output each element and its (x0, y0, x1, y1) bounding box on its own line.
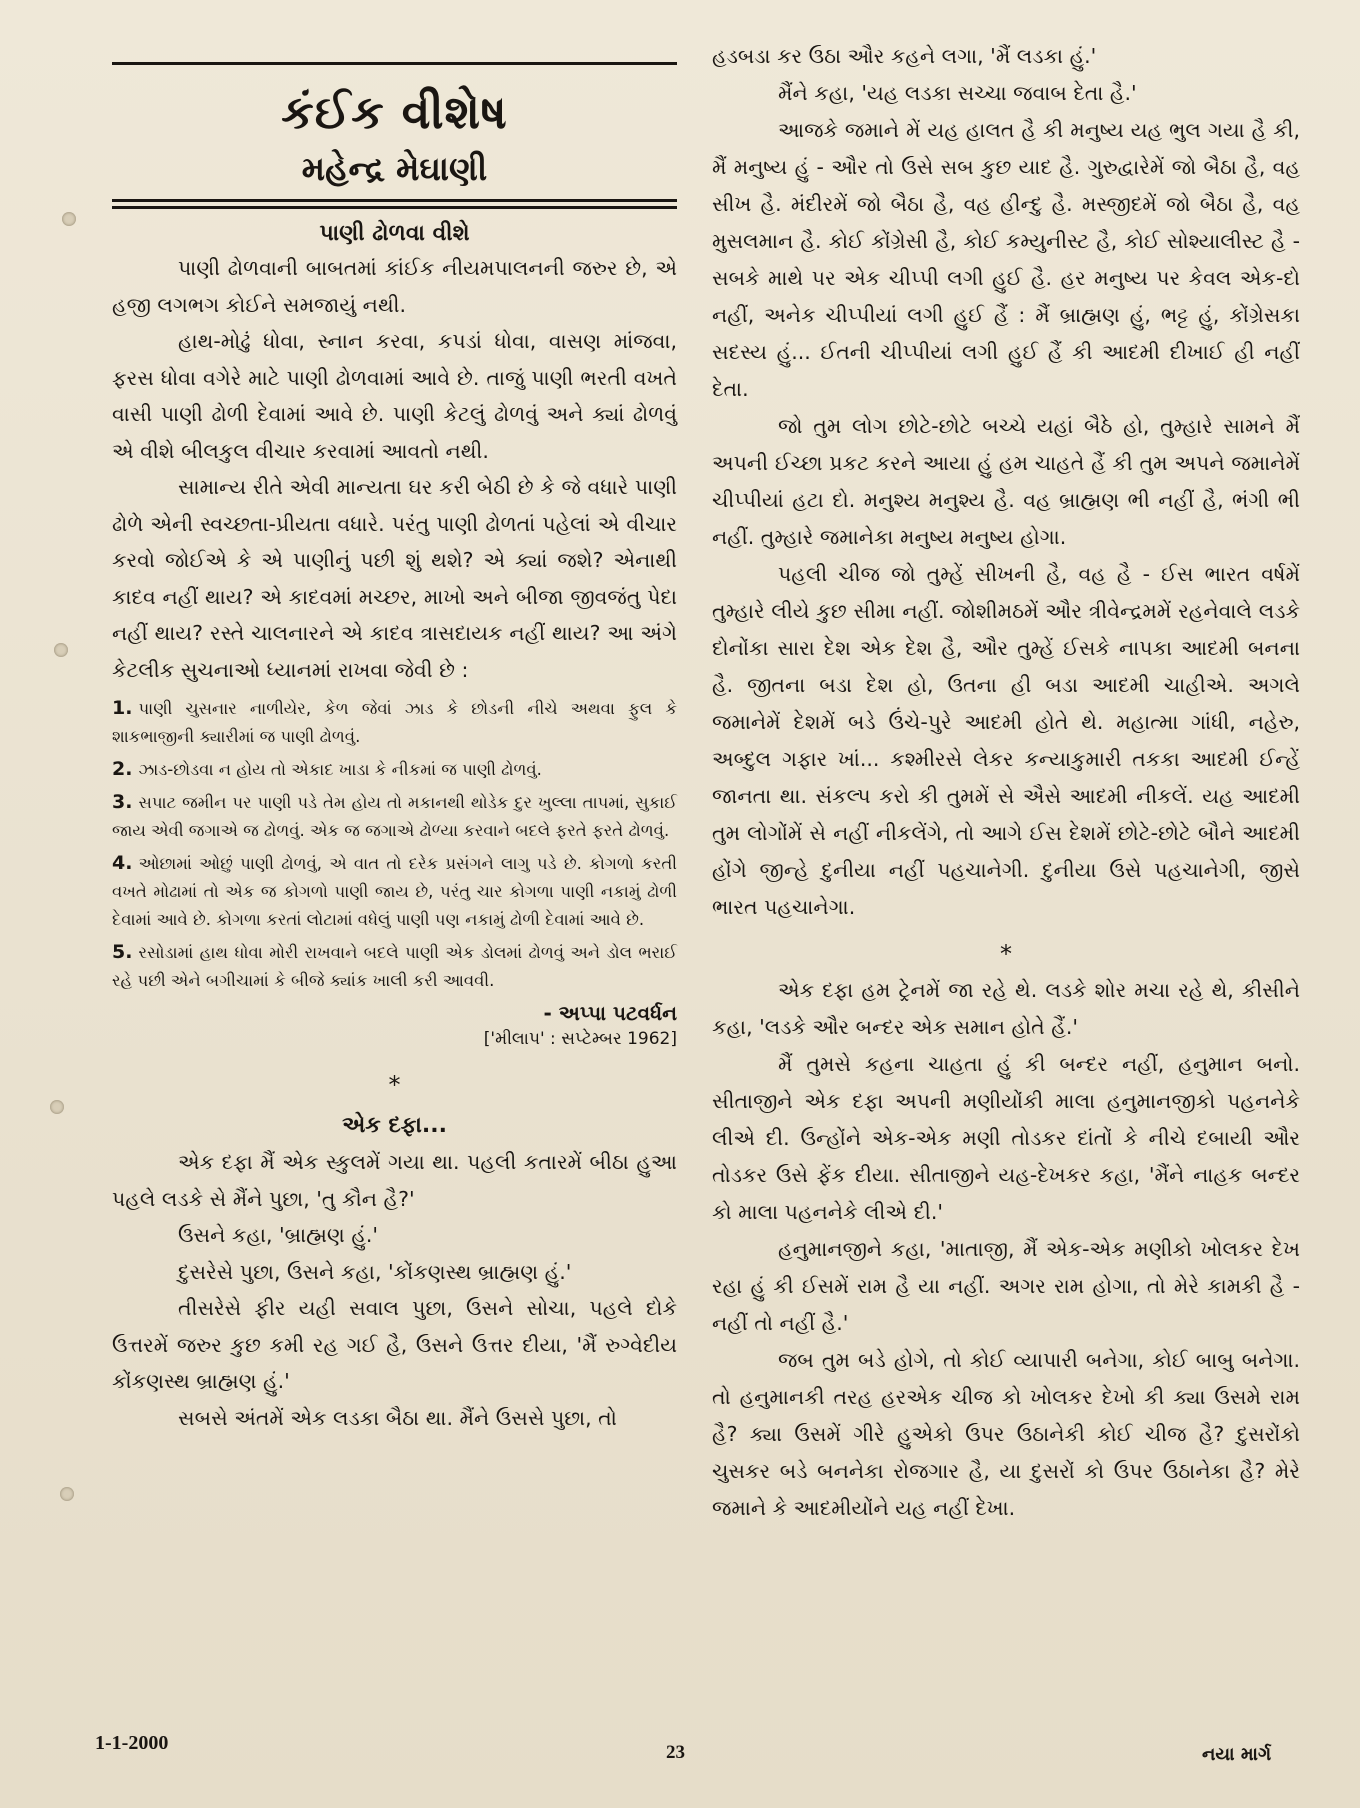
top-rule (112, 62, 677, 65)
story-paragraph: પહલી ચીજ જો તુમ્હેં સીખની હૈ, વહ હૈ - ઈસ ભારત વર્ષમેં તુમ્હારે લીયે કુછ સીમા નહીં. જોશીમઠમેં ઔર ત્રીવેન્દ્રમમેં રહનેવાલે લડકે દોનોંકા સારા દેશ એક દેશ હૈ, ઔર તુમ્હેં ઈસકે નાપકા આદમી બનના હૈ. જીતના બડા દેશ હો, ઉતના હી બડા આદમી ચાહીએ. અગલે જમાનેમેં દેશમેં બડે ઉંચે-પુરે આદમી હોતે થે. મહાત્મા ગાંધી, નહેરુ, અબ્દુલ ગફાર ખાં... કશ્મીરસે લેકર કન્યાકુમારી તકકા આદમી ઈન્હેં જાનતા થા. સંકલ્પ કરો કી તુમમેં સે ઐસે આદમી નીકલેં. યહ આદમી તુમ લોગોંમેં સે નહીં નીકલેંગે, તો આગે ઈસ દેશમેં છોટે-છોટે બૌને આદમી હોંગે જીન્હે દુનીયા નહીં પહચાનેગી. દુનીયા ઉસે પહચાનેગી, જીસે ભારત પહચાનેગા. (712, 562, 1300, 919)
list-number: 2. (112, 758, 133, 780)
list-item (112, 755, 677, 784)
divider-rule-2 (112, 206, 677, 209)
story-paragraph: તીસરેસે ફીર યહી સવાલ પુછા, ઉસને સોચા, પહલે દોકે ઉત્તરમેં જરુર કુછ કમી રહ ગઈ હૈ, ઉસને ઉત્તર દીયા, 'મૈં રુગ્વેદીય કોંકણસ્થ બ્રાહ્મણ હું.' (112, 1296, 677, 1393)
story-paragraph: હનુમાનજીને કહા, 'માતાજી, મૈં એક-એક મણીકો ખોલકર દેખ રહા હું કી ઈસમેં રામ હૈ યા નહીં. અગર રામ હોગા, તો મેરે કામકી હૈ - નહીં તો નહીં હૈ.' (712, 1237, 1300, 1335)
author-name: મહેન્દ્ર મેઘાણી (301, 149, 488, 188)
article-title: પાણી ઢોળવા વીશે (319, 221, 470, 246)
list-text: રસોડામાં હાથ ધોવા મોરી રાખવાને બદલે પાણી એક ડોલમાં ઢોળવું અને ડોલ ભરાઈ રહે પછી એને બગીચામાં કે બીજે ક્યાંક ખાલી કરી આવવી. (112, 943, 677, 990)
rules-list (112, 694, 677, 995)
magazine-name: નયા માર્ગ (1202, 1744, 1272, 1765)
list-number: 4. (112, 852, 133, 874)
article-paragraph: હાથ-મોઢું ધોવા, સ્નાન કરવા, કપડાં ધોવા, વાસણ માંજવા, ફરસ ધોવા વગેરે માટે પાણી ઢોળવામાં આવે છે. તાજું પાણી ભરતી વખતે વાસી પાણી ઢોળી દેવામાં આવે છે. પાણી કેટલું ઢોળવું અને ક્યાં ઢોળવું એ વીશે બીલકુલ વીચાર કરવામાં આવતો નથી. (112, 329, 677, 463)
footer-date: 1-1-2000 (95, 1732, 169, 1754)
list-number: 1. (112, 697, 133, 719)
punch-hole (62, 212, 76, 226)
story-paragraph: જબ તુમ બડે હોગે, તો કોઈ વ્યાપારી બનેગા, કોઈ બાબુ બનેગા. તો હનુમાનકી તરહ હરએક ચીજ કો ખોલકર દેખો કી ક્યા ઉસમે રામ હૈ? ક્યા ઉસમેં ગીરે હુએકો ઉપર ઉઠાનેકી કોઈ ચીજ હૈ? દુસરોંકો ચુસકર બડે બનનેકા રોજગાર હૈ, યા દુસરોં કો ઉપર ઉઠાનેકા હૈ? મેરે જમાને કે આદમીયોંને યહ નહીં દેખા. (712, 1348, 1300, 1520)
article-paragraph: પાણી ઢોળવાની બાબતમાં કાંઈક નીયમપાલનની જરુર છે, એ હજી લગભગ કોઈને સમજાયું નથી. (112, 256, 677, 317)
section-separator: * (1000, 940, 1012, 968)
list-text: ઓછામાં ઓછું પાણી ઢોળવું, એ વાત તો દરેક પ્રસંગને લાગુ પડે છે. કોગળો કરતી વખતે મોઢામાં તો એક જ કોગળો પાણી જાય છે, પરંતુ ચાર કોગળા પાણી નકામું ઢોળી દેવામાં આવે છે. કોગળા કરતાં લોટામાં વધેલું પાણી પણ નકામું ઢોળી દેવામાં આવે છે. (112, 854, 677, 929)
right-column (712, 38, 1300, 1527)
story-paragraph: હડબડા કર ઉઠા ઔર કહને લગા, 'મૈં લડકા હું.' (712, 44, 1097, 68)
list-item (112, 694, 677, 751)
section-separator: * (388, 1071, 401, 1099)
list-item (112, 849, 677, 934)
list-text: ઝાડ-છોડવા ન હોય તો એકાદ ખાડા કે નીકમાં જ પાણી ઢોળવું. (138, 760, 542, 779)
punch-hole (60, 1487, 74, 1501)
story-paragraph: દુસરેસે પુછા, ઉસને કહા, 'કોંકણસ્થ બ્રાહ્મણ હું.' (178, 1259, 572, 1284)
list-item (112, 788, 677, 845)
page-number: 23 (666, 1742, 685, 1763)
story-paragraph: એક દફા મૈં એક સ્કુલમેં ગયા થા. પહલી કતારમેં બીઠા હુઆ પહલે લડકે સે મૈંને પુછા, 'તુ કૌન હૈ?' (112, 1150, 677, 1211)
story-paragraph: મૈં તુમસે કહના ચાહતા હું કી બન્દર નહીં, હનુમાન બનો. સીતાજીને એક દફા અપની મણીયોંકી માલા હનુમાનજીકો પહનનેકે લીએ દી. ઉન્હોંને એક-એક મણી તોડકર દાંતોં કે નીચે દબાયી ઔર તોડકર ઉસે ફેંક દીયા. સીતાજીને યહ-દેખકર કહા, 'મૈંને નાહક બન્દર કો માલા પહનનેકે લીએ દી.' (712, 1052, 1300, 1224)
story-title: એક દફા... (342, 1113, 447, 1138)
list-number: 5. (112, 941, 133, 963)
article-signature: - અપ્પા પટવર્ધન (543, 1001, 677, 1025)
list-item (112, 938, 677, 995)
punch-hole (54, 643, 68, 657)
story-paragraph: સબસે અંતમેં એક લડકા બૈઠા થા. મૈંને ઉસસે પુછા, તો (178, 1405, 617, 1430)
list-text: પાણી ચુસનાર નાળીયેર, કેળ જેવાં ઝાડ કે છોડની નીચે અથવા ફુલ કે શાકભાજીની ક્યારીમાં જ પાણી ઢોળવું. (112, 699, 677, 746)
story-paragraph: આજકે જમાને મેં યહ હાલત હૈ કી મનુષ્ય યહ ભુલ ગયા હૈ કી, મૈં મનુષ્ય હું - ઔર તો ઉસે સબ કુછ યાદ હૈ. ગુરુદ્વારેમેં જો બૈઠા હૈ, વહ સીખ હૈ. મંદીરમેં જો બૈઠા હૈ, વહ હીન્દુ હૈ. મસ્જીદમેં જો બૈઠા હૈ, વહ મુસલમાન હૈ. કોઈ કોંગ્રેસી હૈ, કોઈ કમ્યુનીસ્ટ હૈ, કોઈ સોશ્યાલીસ્ટ હૈ - સબકે માથે પર એક ચીપ્પી લગી હુઈ હૈ. હર મનુષ્ય પર કેવલ એક-દો નહીં, અનેક ચીપ્પીયાં લગી હુઈ હૈં : મૈં બ્રાહ્મણ હું, ભટ્ટ હું, કોંગ્રેસકા સદસ્ય હું... ઈતની ચીપ્પીયાં લગી હુઈ હૈં કી આદમી દીખાઈ હી નહીં દેતા. (712, 118, 1300, 401)
story-paragraph: એક દફા હમ ટ્રેનમેં જા રહે થે. લડકે શોર મચા રહે થે, કીસીને કહા, 'લડકે ઔર બન્દર એક સમાન હોતે હૈં.' (712, 978, 1300, 1039)
story-paragraph: ઉસને કહા, 'બ્રાહ્મણ હું.' (178, 1223, 379, 1247)
story-paragraph: મૈંને કહા, 'યહ લડકા સચ્ચા જવાબ દેતા હૈ.' (778, 81, 1137, 105)
left-column (112, 50, 677, 1436)
list-number: 3. (112, 791, 133, 813)
section-title: કંઈક વીશેષ (281, 85, 508, 139)
article-paragraph: સામાન્ય રીતે એવી માન્યતા ઘર કરી બેઠી છે કે જે વધારે પાણી ઢોળે એની સ્વચ્છતા-પ્રીયતા વધારે. પરંતુ પાણી ઢોળતાં પહેલાં એ વીચાર કરવો જોઈએ કે એ પાણીનું પછી શું થશે? એ ક્યાં જશે? એનાથી કાદવ નહીં થાય? એ કાદવમાં મચ્છર, માખો અને બીજા જીવજંતુ પેદા નહીં થાય? રસ્તે ચાલનારને એ કાદવ ત્રાસદાયક નહીં થાય? આ અંગે કેટલીક સુચનાઓ ધ્યાનમાં રાખવા જેવી છે : (112, 475, 677, 682)
story-paragraph: જો તુમ લોગ છોટે-છોટે બચ્ચે યહાં બૈઠે હો, તુમ્હારે સામને મૈં અપની ઈચ્છા પ્રકટ કરને આયા હું હમ ચાહતે હૈં કી તુમ અપને જમાનેમેં ચીપ્પીયાં હટા દો. મનુશ્ય મનુશ્ય હૈ. વહ બ્રાહ્મણ ભી નહીં હૈ, ભંગી ભી નહીં. તુમ્હારે જમાનેકા મનુષ્ય મનુષ્ય હોગા. (712, 414, 1300, 549)
list-text: સપાટ જમીન પર પાણી પડે તેમ હોય તો મકાનથી થોડેક દુર ખુલ્લા તાપમાં, સુકાઈ જાય એવી જગાએ જ ઢોળવું. એક જ જગાએ ઢોળ્યા કરવાને બદલે ફરતે ફરતે ઢોળવું. (112, 793, 677, 840)
punch-hole (50, 1100, 64, 1114)
divider-rule (112, 199, 677, 202)
article-source: ['મીલાપ' : સપ્ટેમ્બર 1962] (483, 1029, 677, 1049)
